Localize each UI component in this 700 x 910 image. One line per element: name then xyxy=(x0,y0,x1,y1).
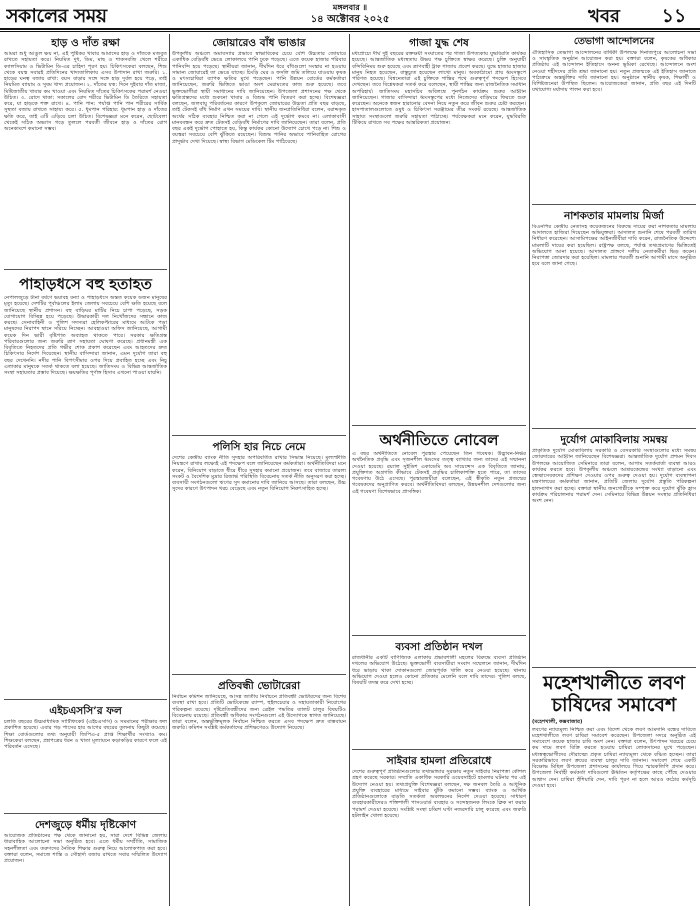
column-divider xyxy=(529,34,530,906)
article-bone-teeth xyxy=(4,37,167,265)
dateline-day: মঙ্গলবার ॥ xyxy=(332,3,368,12)
dateline xyxy=(255,2,445,28)
article-headline: মহেশখালীতে লবণ চাষিদের সমাবেশ xyxy=(543,672,685,716)
article-body: উপকূলীয় অঞ্চলে অমাবস্যার প্রভাবে স্বাভাবিকের চেয়ে বেশি উচ্চতার জোয়ারে একাধিক বেড়িবাঁধ ভেঙে লোকালয়ে পানি ঢুকে পড়েছে। এতে কয়েক হাজার পরিবার পানিবন্দি হয়ে পড়েছে। স্থানীয়রা জানান, দীর্ঘদিন ধরে বাঁধগুলো সংস্কার না হওয়ায় সামান্য জোয়ারেই তা ভেঙে যাচ্ছে। চিংড়ি ঘের ও ফসলি জমি তলিয়ে যাওয়ায় কৃষক ও মৎস্যচাষিরা ব্যাপক ক্ষতির মুখে পড়েছেন। পানি উন্নয়ন বোর্ডের কর্মকর্তারা জানিয়েছেন, জরুরি ভিত্তিতে ভাঙা অংশ মেরামতের কাজ শুরু হয়েছে। তবে ভুক্তভোগীরা স্থায়ী সমাধানের দাবি জানিয়েছেন। উপজেলা প্রশাসনের পক্ষ থেকে ক্ষতিগ্রস্তদের মধ্যে শুকনো খাবার ও বিশুদ্ধ পানি বিতরণ করা হচ্ছে। বিশেষজ্ঞরা বলছেন, জলবায়ু পরিবর্তনের কারণে উপকূলে জোয়ারের উচ্চতা প্রতি বছর বাড়ছে, তাই টেকসই বাঁধ নির্মাণ এখন সময়ের দাবি। স্থানীয় জনপ্রতিনিধিরা বলেন, বরাদ্দকৃত অর্থের সঠিক ব্যবহার নিশ্চিত করা না গেলে এই দুর্ভোগ কমবে না। এলাকাবাসী মানববন্ধন করে দ্রুত টেকসই বেড়িবাঁধ নির্মাণের দাবি জানিয়েছেন। তারা বলেন, প্রতি বছর একই দুর্ভোগ পোহাতে হয়, কিন্তু কার্যকর কোনো উদ্যোগ চোখে পড়ে না। শিশু ও বয়স্করা সবচেয়ে বেশি ঝুঁকিতে রয়েছেন। বিশুদ্ধ পানির অভাবে পানিবাহিত রোগের প্রাদুর্ভাব দেখা দিয়েছে। স্বাস্থ্য বিভাগ মেডিকেল টিম পাঠিয়েছে। xyxy=(172,51,346,145)
article-headline: এইচএসসি’র ফল xyxy=(49,705,122,718)
article-headline: তেভাগা আন্দোলনের xyxy=(573,36,655,47)
column-1 xyxy=(4,34,167,906)
article-salt-farmers xyxy=(532,667,696,906)
article-body: দেশের গুরুত্বপূর্ণ প্রতিষ্ঠানগুলোর তথ্যভান্ডার সুরক্ষায় নতুন সাইবার নিরাপত্তা কৌশল গ্রহণ করেছে সরকার। সম্প্রতি একাধিক সরকারি ওয়েবসাইটে হামলার ঘটনার পর এই উদ্যোগ নেওয়া হয়। তথ্যপ্রযুক্তি বিশেষজ্ঞরা বলছেন, দক্ষ জনবল তৈরি ও আধুনিক প্রযুক্তি ব্যবহারের মাধ্যমে সাইবার ঝুঁকি কমানো সম্ভব। ব্যাংক ও আর্থিক প্রতিষ্ঠানগুলোকে বাড়তি সতর্কতা অবলম্বনের নির্দেশ দেওয়া হয়েছে। সাধারণ ব্যবহারকারীদেরও শক্তিশালী পাসওয়ার্ড ব্যবহার ও সন্দেহজনক লিংকে ক্লিক না করার পরামর্শ দেওয়া হয়েছে। সংশ্লিষ্ট সংস্থা চব্বিশ ঘণ্টা নজরদারি চালু করেছে এবং জরুরি হটলাইন খোলা হয়েছে। xyxy=(352,769,526,819)
article-headline: ব্যবসা প্রতিষ্ঠান দখল xyxy=(395,641,483,654)
masthead-rule-thin xyxy=(0,31,700,32)
section-title: খবর xyxy=(588,6,620,26)
article-headline: দেশজুড়ে ধর্মীয় দৃষ্টিকোণ xyxy=(34,819,137,832)
article-body: নির্বাচন কমিশন জানিয়েছে, আসন্ন জাতীয় নির্বাচনে প্রতিবন্ধী ভোটারদের জন্য বিশেষ ব্যবস্থা রাখা হবে। প্রতিটি ভোটকেন্দ্রে র‍্যাম্প, হুইলচেয়ার ও সহায়তাকারী নিয়োগের পরিকল্পনা রয়েছে। দৃষ্টিপ্রতিবন্ধীদের জন্য ব্রেইল পদ্ধতির ব্যালট চালুর বিষয়টিও বিবেচনায় রয়েছে। প্রতিবন্ধী অধিকার সংগঠনগুলো এই উদ্যোগকে স্বাগত জানিয়েছে। তারা বলেন, অন্তর্ভুক্তিমূলক নির্বাচন নিশ্চিত করতে এসব পদক্ষেপ দ্রুত বাস্তবায়ন জরুরি। কমিশন সংশ্লিষ্ট কর্মকর্তাদের প্রশিক্ষণেরও উদ্যোগ নিয়েছে। xyxy=(172,694,346,732)
newspaper-logo: সকালের সময় xyxy=(6,5,107,26)
article-religious-view xyxy=(4,813,167,906)
article-headline: প্রতিবন্ধী ভোটারেরা xyxy=(217,680,301,693)
article-headline: নাশকতার মামলায় মির্জা xyxy=(564,209,664,222)
column-2 xyxy=(172,34,346,906)
article-headline: গাজা যুদ্ধ শেষ xyxy=(409,37,469,49)
article-business-grab xyxy=(352,635,526,745)
article-body: প্রাকৃতিক দুর্যোগ মোকাবিলায় সরকারি ও বেসরকারি সংস্থাগুলোর মধ্যে সমন্বয় জোরদারের আহ্বান জানিয়েছেন বিশেষজ্ঞরা। আন্তর্জাতিক দুর্যোগ প্রশমন দিবস উপলক্ষে আয়োজিত সেমিনারে তারা বলেন, আগাম সতর্কবার্তা ব্যবস্থা আরও কার্যকর করতে হবে। উপকূলীয় অঞ্চলে আশ্রয়কেন্দ্রের সংখ্যা বাড়ানো এবং স্বেচ্ছাসেবকদের প্রশিক্ষণ দেওয়ার ওপর গুরুত্ব দেওয়া হয়। দুর্যোগ ব্যবস্থাপনা মন্ত্রণালয়ের কর্মকর্তারা জানান, প্রতিটি জেলায় দুর্যোগ প্রস্তুতি পরিকল্পনা হালনাগাদ করা হচ্ছে। বক্তারা স্থানীয় জনগোষ্ঠীকে সম্পৃক্ত করে দুর্যোগ ঝুঁকি হ্রাস কার্যক্রম পরিচালনার পরামর্শ দেন। সেমিনারে বিভিন্ন উন্নয়ন সংস্থার প্রতিনিধিরা অংশ নেন। xyxy=(532,448,696,505)
article-byline: (মহেশখালী, কক্সবাজার) xyxy=(532,718,583,725)
article-body: আয়োজক প্রতিষ্ঠানের পক্ষ থেকে জানানো হয়, সারা দেশে বিভিন্ন জেলায় ধারাবাহিক আলোচনা সভা অনুষ্ঠিত হবে। এতে ধর্মীয় সম্প্রীতি, সামাজিক সহনশীলতা এবং তরুণদের নৈতিক শিক্ষার গুরুত্ব নিয়ে আলোকপাত করা হবে। বক্তারা বলেন, সমাজে শান্তি ও সৌহার্দ্য বজায় রাখতে সবার সম্মিলিত উদ্যোগ প্রয়োজন। xyxy=(4,833,167,865)
article-headline: পাহাড়ধসে বহু হতাহত xyxy=(19,275,152,294)
article-headline: অর্থনীতিতে নোবেল xyxy=(379,431,499,450)
article-headline: হাড় ও দাঁত রক্ষা xyxy=(51,37,120,49)
article-disabled-voters xyxy=(172,674,346,906)
article-headline: দুর্যোগ মোকাবিলায় সমন্বয় xyxy=(560,433,668,446)
masthead-rule xyxy=(0,28,700,30)
article-gaza-war xyxy=(352,37,526,421)
article-body: রাজধানীর একটি বাণিজ্যিক এলাকায় প্রভাবশালী মহলের বিরুদ্ধে ব্যবসা প্রতিষ্ঠান দখলের অভিযোগ উঠেছে। ভুক্তভোগী ব্যবসায়ীরা সংবাদ সম্মেলনে জানান, দীর্ঘদিন ধরে ভাড়ায় থাকা দোকানগুলো জোরপূর্বক খালি করে নেওয়া হয়েছে। থানায় অভিযোগ দেওয়া হলেও কোনো প্রতিকার মেলেনি বলে দাবি তাদের। পুলিশ বলছে, বিষয়টি তদন্ত করে দেখা হচ্ছে। xyxy=(352,655,526,687)
article-policy-rate xyxy=(172,435,346,670)
column-3 xyxy=(352,34,526,906)
article-headline: জোয়ারেও বাঁধ ভাঙার xyxy=(212,37,306,49)
article-body: এ বছর অর্থনীতিতে নোবেল পুরস্কার পেয়েছেন তিন গবেষক। উদ্ভাবন-নির্ভর অর্থনৈতিক প্রবৃদ্ধি এবং সৃজনশীল ধ্বংসের তত্ত্ব ব্যাখ্যার জন্য তাদের এই সম্মাননা দেওয়া হয়েছে। রয়্যাল সুইডিশ একাডেমি অব সায়েন্সেস এক বিবৃতিতে জানায়, প্রযুক্তিগত অগ্রগতি কীভাবে টেকসই প্রবৃদ্ধির চালিকাশক্তি হতে পারে, তা তাদের গবেষণায় উঠে এসেছে। পুরস্কারজয়ীরা বলেছেন, এই স্বীকৃতি নতুন প্রজন্মের গবেষকদের অনুপ্রাণিত করবে। অর্থনীতিবিদরা বলছেন, উন্নয়নশীল দেশগুলোর জন্য এই গবেষণা বিশেষভাবে প্রাসঙ্গিক। xyxy=(352,451,526,495)
column-divider xyxy=(349,34,350,906)
article-body: বিএনপির কেন্দ্রীয় নেতাসহ কয়েকজনের বিরুদ্ধে দায়ের করা নাশকতার মামলায় আদালতে হাজিরা দিয়েছেন অভিযুক্তরা। আদালত শুনানি শেষে পরবর্তী তারিখ নির্ধারণ করেছেন। আসামিপক্ষের আইনজীবীরা দাবি করেন, রাজনৈতিক উদ্দেশ্যে মামলাটি দায়ের করা হয়েছিল। রাষ্ট্রপক্ষ বলছে, পর্যাপ্ত তথ্যপ্রমাণের ভিত্তিতেই অভিযোগ আনা হয়েছে। আদালত প্রাঙ্গণে দলীয় নেতাকর্মীরা ভিড় করেন। নিরাপত্তা জোরদার করা হয়েছিল। মামলার পরবর্তী শুনানি আগামী মাসে অনুষ্ঠিত হবে বলে জানা গেছে। xyxy=(532,223,696,268)
article-body: লবণের ন্যায্যমূল্য নিশ্চিত করা এবং বিদেশ থেকে লবণ আমদানি বন্ধের দাবিতে মহেশখালীতে লবণ চাষিরা সমাবেশ করেছেন। উপজেলা সদরে অনুষ্ঠিত এই সমাবেশে কয়েক হাজার চাষি অংশ নেন। বক্তারা বলেন, উৎপাদন খরচের চেয়ে কম দামে লবণ বিক্রি করতে হওয়ায় চাষিরা লোকসানের মুখে পড়েছেন। মধ্যস্বত্বভোগীদের দৌরাত্ম্যে প্রকৃত চাষিরা ন্যায্যমূল্য থেকে বঞ্চিত হচ্ছেন। তারা সরকারিভাবে লবণ ক্রয়ের ব্যবস্থা চালুর দাবি জানান। সমাবেশ শেষে একটি বিক্ষোভ মিছিল উপজেলা প্রশাসনের কার্যালয়ে গিয়ে স্মারকলিপি প্রদান করে। উপজেলা নির্বাহী কর্মকর্তা দাবিগুলো ঊর্ধ্বতন কর্তৃপক্ষের কাছে পৌঁছে দেওয়ার আশ্বাস দেন। চাষিরা হুঁশিয়ারি দেন, দাবি পূরণ না হলে আরও কঠোর কর্মসূচি দেওয়া হবে। xyxy=(532,726,696,789)
article-hsc-result xyxy=(4,699,167,809)
article-sabotage-case xyxy=(532,204,696,424)
article-body: দেশের কেন্দ্রীয় ব্যাংক নীতি সুদহার অপরিবর্তিত রাখার সিদ্ধান্ত নিয়েছে। মূল্যস্ফীতি নিয়ন্ত্রণে রাখার লক্ষ্যেই এই পদক্ষেপ বলে জানিয়েছেন কর্মকর্তারা। অর্থনীতিবিদরা মনে করেন, বিনিয়োগ বাড়াতে ধীরে ধীরে সুদহার কমানো প্রয়োজন। তবে বাজারে তারল্য সংকট ও বৈদেশিক মুদ্রার রিজার্ভ পরিস্থিতি বিবেচনায় সতর্ক নীতি অনুসরণ করা হচ্ছে। ব্যবসায়ী সংগঠনগুলো ঋণের সুদ কমানোর দাবি জানিয়ে আসছে। তারা বলছেন, উচ্চ সুদের কারণে উৎপাদন খরচ বেড়েছে এবং নতুন বিনিয়োগ নিরুৎসাহিত হচ্ছে। xyxy=(172,455,346,493)
article-cyber-attack xyxy=(352,749,526,906)
article-landslide xyxy=(4,269,167,695)
column-4 xyxy=(532,34,696,906)
article-tidal-dam xyxy=(172,37,346,431)
article-headline: সাইবার হামলা প্রতিরোধে xyxy=(386,755,492,768)
article-disaster-coordination xyxy=(532,428,696,663)
article-body: নেপালজুড়ে টানা বর্ষণে ভয়াবহ বন্যা ও পাহাড়ধসে অন্তত কয়েক ডজন মানুষের মৃত্যু হয়েছে। দেশটির পূর্বাঞ্চলের ইলাম জেলায় সবচেয়ে বেশি ক্ষতি হয়েছে বলে জানিয়েছে স্থানীয় প্রশাসন। বহু বাড়িঘর মাটির নিচে চাপা পড়েছে, সড়ক যোগাযোগ বিচ্ছিন্ন হয়ে পড়েছে। উদ্ধারকারী দল নিখোঁজদের সন্ধানে কাজ করছে। সেনাবাহিনী ও পুলিশ সদস্যরা হেলিকপ্টারের মাধ্যমে আটকে পড়া মানুষদের নিরাপদ স্থানে সরিয়ে নিচ্ছেন। আবহাওয়া অফিস জানিয়েছে, আগামী কয়েক দিন ভারী বৃষ্টিপাত অব্যাহত থাকতে পারে। সরকার ক্ষতিগ্রস্ত পরিবারগুলোর জন্য জরুরি ত্রাণ সহায়তা ঘোষণা করেছে। প্রধানমন্ত্রী এক বিবৃতিতে নিহতদের প্রতি গভীর শোক প্রকাশ করেছেন এবং আহতদের দ্রুত চিকিৎসার নির্দেশ দিয়েছেন। স্থানীয় বাসিন্দারা জানান, এমন দুর্যোগ তারা বহু বছর দেখেননি। নদীর পানি বিপৎসীমার ওপর দিয়ে প্রবাহিত হচ্ছে এবং নিচু এলাকার মানুষকে সতর্ক থাকতে বলা হয়েছে। জাতিসংঘ ও বিভিন্ন আন্তর্জাতিক সংস্থা সহায়তার প্রস্তাব দিয়েছে। ক্ষয়ক্ষতির পূর্ণাঙ্গ হিসাব এখনো পাওয়া যায়নি। xyxy=(4,295,167,377)
column-divider xyxy=(169,34,170,906)
page-number: ১১ xyxy=(661,5,687,27)
article-body: আমরা শুধু আঙুল ক্ষয় না, এই পুষ্টিকর খাবার আমাদের হাড় ও দাঁতকে মজবুত রাখতে সহায়তা করে। নিয়মিত দুধ, ডিম, মাছ ও শাকসবজি খেলে শরীরে ক্যালসিয়াম ও ভিটামিন ডি-এর চাহিদা পূরণ হয়। চিকিৎসকেরা বলছেন, শিশু থেকে বয়স্ক সবারই প্রতিদিনের খাদ্যতালিকায় এসব উপাদান রাখা জরুরি। ১. হাড়ের ঘনত্ব বজায় রাখা: বয়স বাড়ার সঙ্গে সঙ্গে হাড় দুর্বল হয়ে পড়ে, তাই নিয়মিত ব্যায়াম ও সুষম খাদ্য প্রয়োজন। ২. দাঁতের যত্ন: দিনে দুইবার দাঁত মাজা, মিষ্টিজাতীয় খাবার কম খাওয়া এবং নিয়মিত দাঁতের চিকিৎসকের পরামর্শ নেওয়া উচিত। ৩. রোদে থাকা: সকালের রোদ শরীরে ভিটামিন ডি তৈরিতে সহায়তা করে, যা হাড়কে শক্ত রাখে। ৪. পানি পান: পর্যাপ্ত পানি পান শরীরের সার্বিক সুস্থতা বজায় রাখতে সাহায্য করে। ৫. ধূমপান পরিহার: ধূমপান হাড় ও দাঁতের ক্ষতি করে, তাই এটি এড়িয়ে চলা উচিত। বিশেষজ্ঞরা মনে করেন, ছোটবেলা থেকেই সঠিক অভ্যাস গড়ে তুললে পরবর্তী জীবনে হাড় ও দাঁতের রোগ অনেকাংশে কমানো সম্ভব। xyxy=(4,51,167,133)
article-headline: পলিসি হার নিচে নেমে xyxy=(212,441,306,454)
article-tebhaga xyxy=(532,37,696,200)
article-body: ঐতিহাসিক তেভাগা আন্দোলনের বার্ষিকী উপলক্ষে দিনাজপুরে আলোচনা সভা ও সাংস্কৃতিক অনুষ্ঠান আয়োজন করা হয়। বক্তারা বলেন, কৃষকের অধিকার প্রতিষ্ঠায় এই আন্দোলন ইতিহাসে অনন্য ভূমিকা রেখেছে। আন্দোলনে অংশ নেওয়া শহীদদের প্রতি শ্রদ্ধা জানানো হয়। নতুন প্রজন্মকে এই ইতিহাস জানাতে পাঠ্যক্রমে অন্তর্ভুক্তির দাবি জানানো হয়। অনুষ্ঠানে স্থানীয় কৃষক, শিক্ষার্থী ও বিশিষ্টজনেরা উপস্থিত ছিলেন। আয়োজকেরা জানান, প্রতি বছর এই দিনটি যথাযোগ্য মর্যাদায় পালন করা হবে। xyxy=(532,49,696,94)
article-body: চলতি বছরের উচ্চমাধ্যমিক সার্টিফিকেট (এইচএসসি) ও সমমানের পরীক্ষার ফল প্রকাশিত হয়েছে। এবার গড় পাসের হার আগের বছরের তুলনায় কিছুটা কমেছে। শিক্ষা বোর্ডগুলোর তথ্য অনুযায়ী জিপিএ-৫ প্রাপ্ত শিক্ষার্থীর সংখ্যাও কম। শিক্ষকেরা বলছেন, প্রশ্নপত্রের ধরন ও খাতা মূল্যায়নে কড়াকড়ির কারণে ফলে এই পরিবর্তন এসেছে। xyxy=(4,719,167,751)
dateline-date: ১৪ অক্টোবর ২০২৫ xyxy=(310,14,390,25)
article-body: মধ্যপ্রাচ্যে দীর্ঘ দুই বছরের রক্তক্ষয়ী সংঘাতের পর গাজা উপত্যকায় যুদ্ধবিরতি কার্যকর হয়েছে। আন্তর্জাতিক মধ্যস্থতায় উভয় পক্ষ চুক্তিতে স্বাক্ষর করেছে। চুক্তি অনুযায়ী বন্দিবিনিময় শুরু হয়েছে এবং ত্রাণবাহী ট্রাক গাজায় প্রবেশ করছে। যুদ্ধে হাজার হাজার মানুষ নিহত হয়েছেন, বাস্তুচ্যুত হয়েছেন লাখো মানুষ। অবকাঠামো প্রায় ধ্বংসস্তূপে পরিণত হয়েছে। বিশ্বনেতারা এই চুক্তিকে শান্তির পথে গুরুত্বপূর্ণ পদক্ষেপ হিসেবে দেখছেন। তবে বিশ্লেষকরা সতর্ক করে বলেছেন, স্থায়ী শান্তির জন্য রাজনৈতিক সমাধান অপরিহার্য। জাতিসংঘ মহাসচিব অবিলম্বে পুনর্গঠন কার্যক্রম শুরুর আহ্বান জানিয়েছেন। গাজার বাসিন্দারা ধ্বংসস্তূপের মধ্যে নিজেদের বাড়িঘরে ফিরতে শুরু করেছেন। অনেকে স্বজন হারানোর বেদনা নিয়ে নতুন করে জীবন শুরুর চেষ্টা করছেন। হাসপাতালগুলোতে ওষুধ ও চিকিৎসা সরঞ্জামের তীব্র সংকট রয়েছে। আন্তর্জাতিক সাহায্য সংস্থাগুলো জরুরি সহায়তা পাঠাচ্ছে। পর্যবেক্ষকরা মনে করেন, যুদ্ধবিরতি টিকিয়ে রাখতে সব পক্ষের আন্তরিকতা প্রয়োজন। xyxy=(352,51,526,126)
article-economics-nobel xyxy=(352,425,526,631)
